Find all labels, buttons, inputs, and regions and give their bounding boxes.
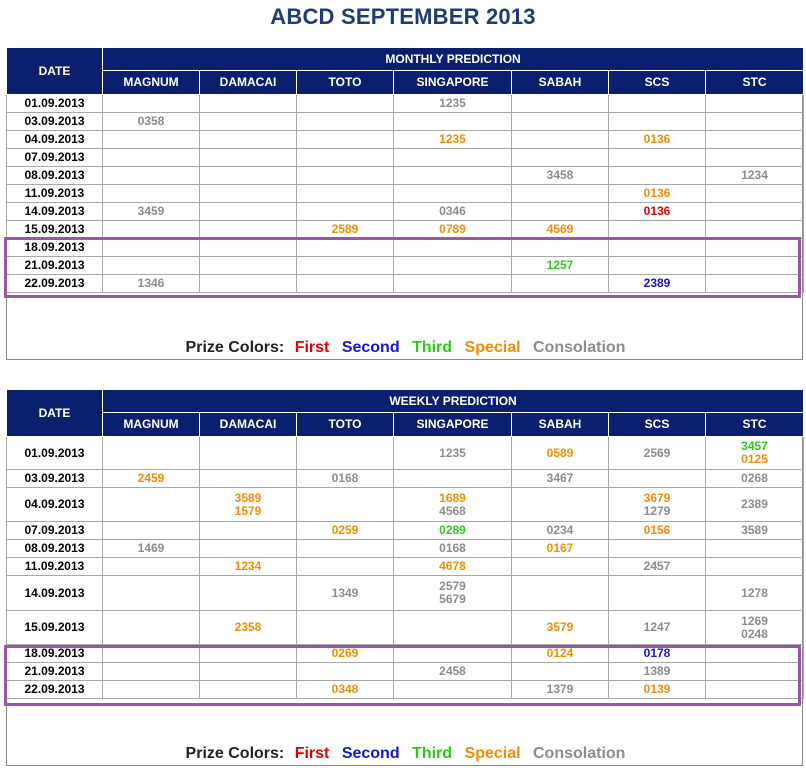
table-row [7,131,804,149]
table-cell [200,470,297,488]
table-row [7,185,804,203]
table-cell [394,522,512,540]
table-cell [297,257,394,275]
table-cell [297,488,394,522]
table-row [7,437,804,470]
table-cell [512,275,609,293]
prediction-number: 0178 [643,646,671,660]
table-cell [103,203,200,221]
table-cell [609,167,706,185]
table-row [7,488,804,522]
table-cell [200,95,297,113]
prediction-number: 0346 [439,204,466,218]
prediction-number: 2458 [439,664,466,678]
table-cell [297,663,394,681]
table-cell [706,95,804,113]
table-row [7,645,804,663]
prediction-number: 1389 [643,664,671,678]
weekly-prediction-panel [6,389,803,766]
table-cell [103,645,200,663]
table-cell [200,113,297,131]
prediction-number: 1689 [439,490,466,505]
table-cell [609,131,706,149]
table-cell [103,257,200,275]
table-cell [297,522,394,540]
table-cell [103,149,200,167]
page-title: ABCD SEPTEMBER 2013 [270,4,536,29]
table-cell [706,221,804,239]
prediction-number: 1247 [643,620,671,634]
table-cell [394,488,512,522]
table-cell [297,113,394,131]
table-cell [297,611,394,645]
row-date: 08.09.2013 [7,540,103,558]
prize-colors-legend [7,745,804,763]
table-cell [609,185,706,203]
column-header-scs: SCS [609,71,706,95]
prediction-number: 0248 [741,626,768,641]
row-date: 01.09.2013 [7,95,103,113]
table-cell [706,681,804,699]
table-cell [103,185,200,203]
table-cell [200,522,297,540]
table-cell [394,131,512,149]
table-cell [609,221,706,239]
column-header-toto: TOTO [297,413,394,437]
table-cell [394,663,512,681]
row-date: 11.09.2013 [7,185,103,203]
table-cell [512,522,609,540]
table-cell [200,275,297,293]
table-cell [394,275,512,293]
row-date: 03.09.2013 [7,113,103,131]
date-column-header: DATE [7,390,103,437]
prediction-number: 0167 [546,541,574,555]
row-date: 01.09.2013 [7,437,103,470]
weekly-prediction-table [6,389,804,699]
prediction-number: 1235 [439,132,466,146]
column-header-sabah: SABAH [512,71,609,95]
row-date: 22.09.2013 [7,681,103,699]
prediction-number: 2569 [643,445,671,460]
prediction-number: 0136 [643,204,671,218]
table-cell [394,558,512,576]
monthly-prediction-panel [6,47,803,360]
legend-first: First [294,339,330,356]
prediction-number: 1349 [331,585,359,600]
table-row [7,522,804,540]
prediction-number: 0589 [546,445,574,460]
table-cell [297,239,394,257]
table-cell [512,149,609,167]
prediction-number: 0269 [331,646,359,660]
table-cell [297,437,394,470]
prediction-number: 4569 [546,222,574,236]
table-cell [706,149,804,167]
table-cell [706,470,804,488]
prediction-number: 0259 [331,523,359,537]
table-cell [706,239,804,257]
prediction-number: 1234 [741,168,768,182]
table-cell [512,113,609,131]
prediction-number: 2358 [234,620,262,634]
table-cell [394,239,512,257]
table-cell [706,488,804,522]
table-row [7,681,804,699]
prediction-number: 0268 [741,471,768,485]
prediction-number: 4568 [439,503,466,518]
table-cell [512,203,609,221]
table-cell [200,131,297,149]
table-cell [609,681,706,699]
column-header-magnum: MAGNUM [103,71,200,95]
legend-second: Second [341,339,400,356]
table-row [7,470,804,488]
table-cell [512,576,609,611]
table-cell [394,221,512,239]
prediction-number: 3589 [741,523,768,537]
prediction-number: 1346 [137,276,165,290]
table-cell [609,437,706,470]
table-cell [103,131,200,149]
table-cell [103,681,200,699]
table-cell [297,558,394,576]
legend-special: Special [464,745,521,762]
table-cell [706,113,804,131]
table-cell [394,185,512,203]
table-row [7,257,804,275]
table-cell [297,131,394,149]
prediction-number: 1234 [234,559,262,573]
table-cell [200,437,297,470]
table-cell [297,540,394,558]
column-header-toto: TOTO [297,71,394,95]
table-row [7,275,804,293]
table-cell [609,275,706,293]
table-cell [297,645,394,663]
prediction-number: 2589 [331,222,359,236]
row-date: 07.09.2013 [7,149,103,167]
monthly-prediction-table [6,47,804,293]
table-cell [706,611,804,645]
table-cell [609,558,706,576]
prediction-number: 0168 [331,471,359,485]
table-cell [609,239,706,257]
prediction-number: 3457 [741,439,768,453]
table-cell [394,149,512,167]
prediction-number: 0125 [741,452,768,466]
prediction-number: 3467 [546,471,574,485]
table-cell [706,437,804,470]
prediction-number: 0136 [643,186,671,200]
table-row [7,113,804,131]
table-cell [297,576,394,611]
table-row [7,239,804,257]
table-cell [512,645,609,663]
column-header-scs: SCS [609,413,706,437]
table-cell [512,437,609,470]
table-cell [609,95,706,113]
prediction-number: 0348 [331,682,359,696]
table-cell [609,149,706,167]
table-cell [512,131,609,149]
table-cell [609,257,706,275]
table-row [7,540,804,558]
table-cell [609,576,706,611]
row-date: 14.09.2013 [7,576,103,611]
table-cell [706,185,804,203]
table-cell [394,113,512,131]
table-cell [609,663,706,681]
legend-special: Special [464,339,521,356]
table-cell [200,558,297,576]
prediction-number: 5679 [439,592,466,606]
prize-colors-legend [7,339,804,357]
table-cell [512,167,609,185]
prediction-number: 0136 [643,132,671,146]
table-cell [394,167,512,185]
prediction-number: 1235 [439,445,466,460]
row-date: 14.09.2013 [7,203,103,221]
prediction-number: 3579 [546,620,574,634]
table-cell [297,470,394,488]
legend-third: Third [412,745,453,762]
row-date: 22.09.2013 [7,275,103,293]
table-cell [512,185,609,203]
table-cell [103,95,200,113]
table-cell [706,576,804,611]
table-cell [297,221,394,239]
table-cell [297,275,394,293]
table-cell [200,663,297,681]
prediction-number: 1257 [546,258,574,272]
table-cell [512,95,609,113]
table-cell [512,611,609,645]
table-row [7,558,804,576]
row-date: 18.09.2013 [7,239,103,257]
table-cell [609,611,706,645]
prediction-number: 0139 [643,682,671,696]
table-cell [609,203,706,221]
prediction-number: 1279 [643,503,671,518]
table-row [7,167,804,185]
table-cell [103,470,200,488]
row-date: 04.09.2013 [7,131,103,149]
table-cell [200,185,297,203]
prediction-number: 1469 [137,541,165,555]
table-cell [103,113,200,131]
prediction-number: 3589 [234,490,262,505]
prediction-number: 2389 [741,497,768,511]
prediction-number: 0168 [439,541,466,555]
table-row [7,95,804,113]
table-cell [609,540,706,558]
table-cell [394,470,512,488]
table-cell [706,522,804,540]
table-cell [103,576,200,611]
column-header-magnum: MAGNUM [103,413,200,437]
table-cell [394,576,512,611]
column-header-sabah: SABAH [512,413,609,437]
table-cell [394,681,512,699]
table-cell [103,488,200,522]
table-cell [200,239,297,257]
table-cell [200,611,297,645]
prediction-number: 2457 [643,559,671,573]
table-cell [609,522,706,540]
row-date: 21.09.2013 [7,663,103,681]
prediction-number: 1269 [741,613,768,628]
legend-consolation: Consolation [533,339,626,356]
table-cell [706,131,804,149]
prediction-number: 2389 [643,276,671,290]
prediction-number: 0789 [439,222,466,236]
legend-second: Second [341,745,400,762]
table-cell [706,663,804,681]
table-cell [103,558,200,576]
table-cell [103,540,200,558]
row-date: 18.09.2013 [7,645,103,663]
row-date: 15.09.2013 [7,221,103,239]
table-cell [103,663,200,681]
table-cell [297,167,394,185]
weekly-table-body [7,437,804,699]
table-cell [512,681,609,699]
date-column-header: DATE [7,48,103,95]
prediction-number: 3459 [137,204,165,218]
monthly-prediction-title: MONTHLY PREDICTION [103,48,804,71]
table-cell [609,470,706,488]
table-cell [394,645,512,663]
table-cell [394,95,512,113]
table-cell [200,576,297,611]
column-header-singapore: SINGAPORE [394,413,512,437]
prediction-number: 4678 [439,559,466,573]
table-cell [394,540,512,558]
table-cell [200,645,297,663]
table-cell [297,149,394,167]
table-row [7,149,804,167]
table-cell [512,470,609,488]
table-cell [200,203,297,221]
table-row [7,576,804,611]
row-date: 11.09.2013 [7,558,103,576]
column-header-stc: STC [706,413,804,437]
table-cell [609,113,706,131]
table-cell [103,167,200,185]
table-cell [297,95,394,113]
table-cell [200,149,297,167]
table-cell [512,540,609,558]
table-cell [103,239,200,257]
row-date: 03.09.2013 [7,470,103,488]
legend-first: First [294,745,330,762]
prediction-number: 0124 [546,646,574,660]
table-cell [609,488,706,522]
table-cell [200,221,297,239]
table-cell [297,185,394,203]
table-cell [609,645,706,663]
table-cell [103,522,200,540]
prediction-number: 2579 [439,579,466,593]
table-cell [200,540,297,558]
table-cell [394,203,512,221]
table-cell [394,437,512,470]
table-cell [512,663,609,681]
table-cell [103,275,200,293]
weekly-prediction-title: WEEKLY PREDICTION [103,390,804,413]
prediction-number: 2459 [137,471,165,485]
table-row [7,221,804,239]
column-header-damacai: DAMACAI [200,413,297,437]
table-cell [200,167,297,185]
table-cell [512,221,609,239]
table-cell [297,681,394,699]
table-cell [394,611,512,645]
table-cell [200,257,297,275]
table-cell [512,257,609,275]
prediction-number: 3679 [643,490,671,505]
column-header-singapore: SINGAPORE [394,71,512,95]
legend-consolation: Consolation [533,745,626,762]
legend-label: Prize Colors: [185,745,285,762]
table-cell [706,257,804,275]
table-cell [512,488,609,522]
table-row [7,203,804,221]
monthly-table-body [7,95,804,293]
table-cell [706,167,804,185]
prediction-number: 1579 [234,503,262,518]
table-cell [200,488,297,522]
table-cell [200,681,297,699]
table-cell [706,275,804,293]
table-cell [706,645,804,663]
table-row [7,663,804,681]
legend-label: Prize Colors: [185,339,285,356]
table-cell [512,558,609,576]
table-cell [512,239,609,257]
row-date: 15.09.2013 [7,611,103,645]
prediction-number: 3458 [546,168,574,182]
row-date: 07.09.2013 [7,522,103,540]
table-cell [706,203,804,221]
table-cell [706,540,804,558]
table-cell [103,221,200,239]
prediction-number: 0358 [137,114,165,128]
prediction-number: 0234 [546,523,574,537]
column-header-stc: STC [706,71,804,95]
table-cell [103,611,200,645]
prediction-number: 0289 [439,523,466,537]
table-cell [394,257,512,275]
row-date: 21.09.2013 [7,257,103,275]
prediction-number: 0156 [643,523,671,537]
prediction-number: 1278 [741,585,768,600]
table-cell [706,558,804,576]
row-date: 04.09.2013 [7,488,103,522]
prediction-number: 1379 [546,682,574,696]
column-header-row [7,413,804,437]
column-header-row [7,71,804,95]
legend-third: Third [412,339,453,356]
table-cell [103,437,200,470]
table-cell [297,203,394,221]
column-header-damacai: DAMACAI [200,71,297,95]
row-date: 08.09.2013 [7,167,103,185]
table-row [7,611,804,645]
prediction-number: 1235 [439,96,466,110]
